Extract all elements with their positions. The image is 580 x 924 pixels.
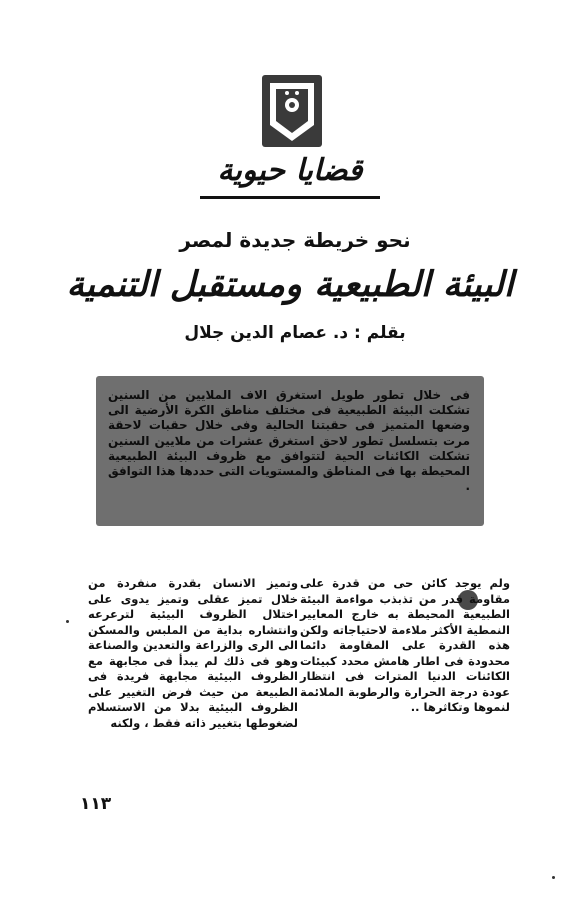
scan-speck [66,620,69,623]
page-number: ١١٣ [80,794,112,814]
series-title-rule [200,196,380,199]
series-logo-icon [262,75,322,147]
article-kicker: نحو خريطة جديدة لمصر [179,228,411,252]
series-title: قضايا حيوية [217,153,363,188]
article-headline: البيئة الطبيعية ومستقبل التنمية [66,264,514,305]
lead-box [96,376,484,526]
series-logo [262,75,322,147]
article-byline: بقلم : د. عصام الدين جلال [184,323,406,343]
scan-speck [552,876,555,879]
column-left-text: وتميز الانسان بقدرة منفردة من خلال تميز عقلى وتميز يدوى على اختلال الظروف البيئية لترعرعه وانتشاره بداية من الملبس والمسكن الى الرى والزراعة والتعدين والصناعة وهو فى ذلك لم يبدأ فى مجابهة مع الظروف البيئية مجابهة فريدة فى الطبيعة من حيث فرض التغيير على الظروف البيئية بدلا من الاستسلام لضغوطها بتغيير ذاته فقط ، ولكنه [88,576,298,730]
lead-paragraph: فى خلال تطور طويل استغرق الاف الملايين من السنين تشكلت البيئة الطبيعية فى مختلف مناطق الكرة الأرضية الى وضعها المتميز فى حقبتنا الحالية وفى خلال حقبات لاحقة مرت بتسلسل تطور لاحق استغرق عشرات من ملايين السنين تشكلت الكائنات الحية لتتوافق مع ظروف البيئة الطبيعية المحيطة بها فى المناطق والمستويات التى حددها هذا التوافق . [108,388,470,494]
column-right-text: ولم يوجد كائن حى من قدرة على مقاومة قدر من تذبذب مواءمة البيئة الطبيعية المحيطة به خارج المعايير النمطية الأكثر ملاءمة لاحتياجاته ولكن هذه القدرة على المقاومة دائما محدودة فى اطار هامش محدد كبيئات الكائنات الدنيا المترات فى انتظار عودة درجة الحرارة والرطوبة الملائمة لنموها وتكاثرها .. [300,576,510,714]
